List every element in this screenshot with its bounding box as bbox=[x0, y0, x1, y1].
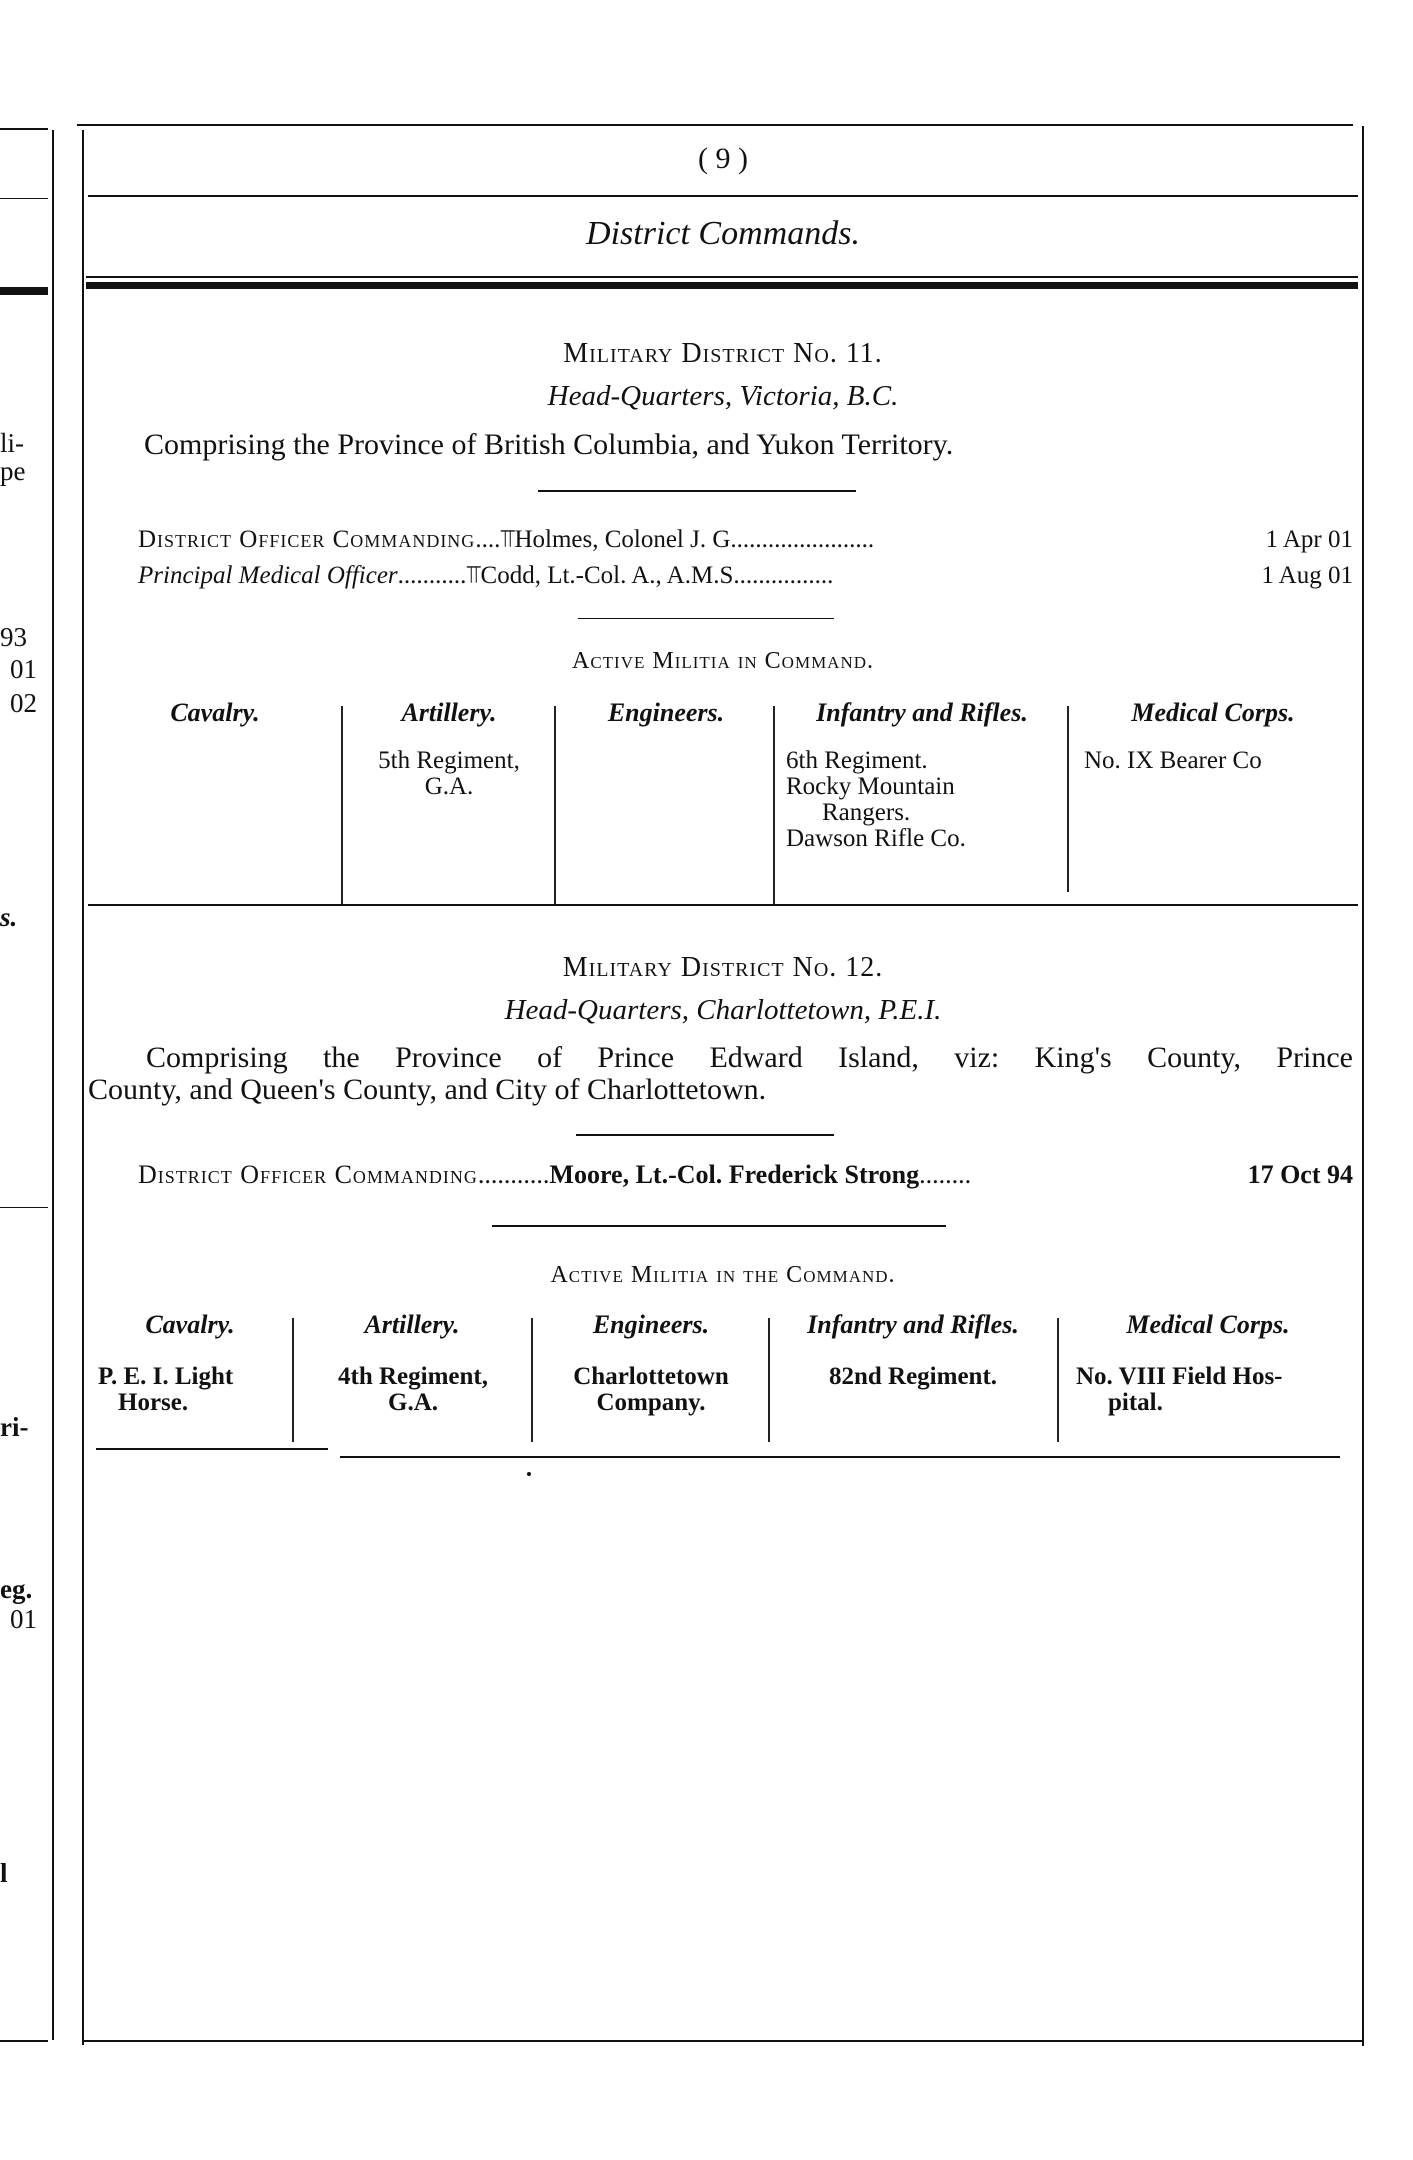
margin-rule bbox=[0, 1207, 48, 1208]
cell-line: G.A. bbox=[424, 773, 474, 800]
district-headquarters: Head-Quarters, Charlottetown, P.E.I. bbox=[504, 994, 942, 1026]
cell-line: Dawson Rifle Co. bbox=[786, 825, 966, 852]
cell-line: G.A. bbox=[388, 1389, 438, 1416]
militia-heading: Active Militia in Command. bbox=[571, 648, 875, 674]
column-divider bbox=[554, 706, 556, 904]
column-divider bbox=[341, 706, 343, 904]
cell-line: Horse. bbox=[118, 1389, 189, 1416]
frame-top-rule bbox=[77, 124, 1353, 126]
margin-fragment: li- bbox=[0, 428, 24, 458]
cell-artillery bbox=[344, 748, 554, 800]
leader-dots: ........ bbox=[919, 1160, 972, 1189]
column-header-artillery: Artillery. bbox=[401, 698, 497, 727]
cell-line: P. E. I. Light bbox=[98, 1363, 234, 1390]
leader-dots: ........... bbox=[477, 1160, 550, 1189]
officer-role: District Officer Commanding bbox=[138, 526, 476, 553]
column-header-artillery: Artillery. bbox=[364, 1310, 460, 1339]
table-bottom-rule bbox=[88, 904, 1358, 906]
cell-line: Rangers. bbox=[822, 799, 911, 826]
cell-line: Company. bbox=[596, 1389, 706, 1416]
district-title: Military District No. 11. bbox=[563, 338, 883, 369]
officer-row bbox=[138, 562, 1353, 596]
divider-rule bbox=[538, 490, 856, 492]
column-header-engineers: Engineers. bbox=[592, 1310, 710, 1339]
appointment-date: 1 Aug 01 bbox=[1261, 562, 1353, 589]
officer-role: District Officer Commanding bbox=[138, 1160, 478, 1189]
margin-fragment: pe bbox=[0, 456, 26, 486]
cell-line: 82nd Regiment. bbox=[828, 1363, 998, 1390]
margin-fragment: ri- bbox=[0, 1412, 29, 1442]
column-divider bbox=[1057, 1318, 1059, 1442]
officer-row bbox=[138, 1160, 1353, 1194]
cell-infantry bbox=[786, 748, 1066, 852]
margin-vertical-rule bbox=[52, 130, 54, 2040]
cell-artillery bbox=[296, 1364, 530, 1416]
column-header-cavalry: Cavalry. bbox=[170, 698, 260, 727]
column-divider bbox=[773, 706, 775, 904]
frame-left-rule bbox=[82, 130, 84, 2045]
district-comprising bbox=[88, 1041, 1353, 1075]
comprising-line: Comprising the Province of Prince Edward Island, viz: King's County, Prince bbox=[146, 1041, 1353, 1074]
cell-medical bbox=[1084, 748, 1356, 774]
divider-rule bbox=[576, 1134, 834, 1136]
officer-name: ⫪Codd, Lt.-Col. A., A.M.S..... bbox=[466, 562, 765, 589]
cell-line: 5th Regiment, bbox=[378, 747, 520, 774]
page-number: ( 9 ) bbox=[698, 142, 748, 175]
margin-fragment: 02 bbox=[10, 688, 37, 718]
margin-fragment: 01 bbox=[10, 654, 37, 684]
leader-dots: .... bbox=[475, 526, 501, 553]
margin-fragment: 93 bbox=[0, 622, 27, 652]
margin-rule bbox=[0, 2040, 48, 2042]
margin-rule bbox=[0, 287, 48, 295]
divider-rule bbox=[578, 618, 834, 619]
cell-line: Rocky Mountain bbox=[786, 773, 955, 800]
margin-fragment: l bbox=[0, 1858, 8, 1888]
cell-cavalry bbox=[98, 1364, 294, 1416]
column-divider bbox=[1067, 706, 1069, 892]
leader-dots: ....................... bbox=[730, 526, 875, 553]
column-header-infantry: Infantry and Rifles. bbox=[816, 698, 1028, 727]
officer-name: ⫪Holmes, Colonel J. G bbox=[500, 526, 731, 553]
comprising-line: County, and Queen's County, and City of Charlottetown. bbox=[88, 1073, 767, 1106]
district-title: Military District No. 12. bbox=[562, 952, 884, 983]
officer-row bbox=[138, 526, 1353, 560]
cell-line: No. VIII Field Hos- bbox=[1076, 1363, 1283, 1390]
cell-line: 4th Regiment, bbox=[338, 1363, 488, 1390]
printer-mark bbox=[527, 1472, 531, 1476]
frame-right-rule bbox=[1362, 126, 1364, 2046]
frame-bottom-rule bbox=[84, 2040, 1362, 2042]
appointment-date: 17 Oct 94 bbox=[1247, 1160, 1353, 1189]
column-header-medical: Medical Corps. bbox=[1131, 698, 1295, 727]
cell-medical bbox=[1076, 1364, 1358, 1416]
table-bottom-rule bbox=[96, 1448, 328, 1450]
cell-line: No. IX Bearer Co bbox=[1084, 747, 1262, 774]
margin-fragment: s. bbox=[0, 902, 18, 932]
table-bottom-rule bbox=[340, 1456, 1340, 1458]
divider-rule bbox=[492, 1225, 946, 1227]
officer-role: Principal Medical Officer bbox=[138, 562, 398, 589]
header-rule bbox=[88, 195, 1358, 197]
cell-line: Charlottetown bbox=[573, 1363, 729, 1390]
column-header-medical: Medical Corps. bbox=[1126, 1310, 1290, 1339]
column-divider bbox=[531, 1318, 533, 1442]
column-header-cavalry: Cavalry. bbox=[145, 1310, 235, 1339]
double-rule-thick bbox=[86, 282, 1358, 289]
margin-rule bbox=[0, 198, 48, 199]
officer-name: Moore, Lt.-Col. Frederick Strong bbox=[549, 1160, 920, 1189]
cell-line: 6th Regiment. bbox=[786, 747, 928, 774]
margin-fragment: eg. bbox=[0, 1574, 33, 1604]
cell-engineers bbox=[534, 1364, 768, 1416]
appointment-date: 1 Apr 01 bbox=[1265, 526, 1353, 553]
double-rule-thin bbox=[86, 276, 1358, 278]
district-comprising: Comprising the Province of British Columbia, and Yukon Territory. bbox=[144, 428, 954, 461]
cell-line: pital. bbox=[1108, 1389, 1163, 1416]
leader-dots: ........... bbox=[764, 562, 834, 589]
margin-rule bbox=[0, 128, 48, 130]
district-headquarters: Head-Quarters, Victoria, B.C. bbox=[547, 380, 899, 412]
column-header-engineers: Engineers. bbox=[607, 698, 725, 727]
leader-dots: ........... bbox=[397, 562, 467, 589]
section-title: District Commands. bbox=[586, 215, 860, 252]
margin-fragment: 01 bbox=[10, 1604, 37, 1634]
cell-infantry bbox=[770, 1364, 1056, 1390]
militia-heading: Active Militia in the Command. bbox=[550, 1262, 896, 1288]
column-header-infantry: Infantry and Rifles. bbox=[807, 1310, 1019, 1339]
